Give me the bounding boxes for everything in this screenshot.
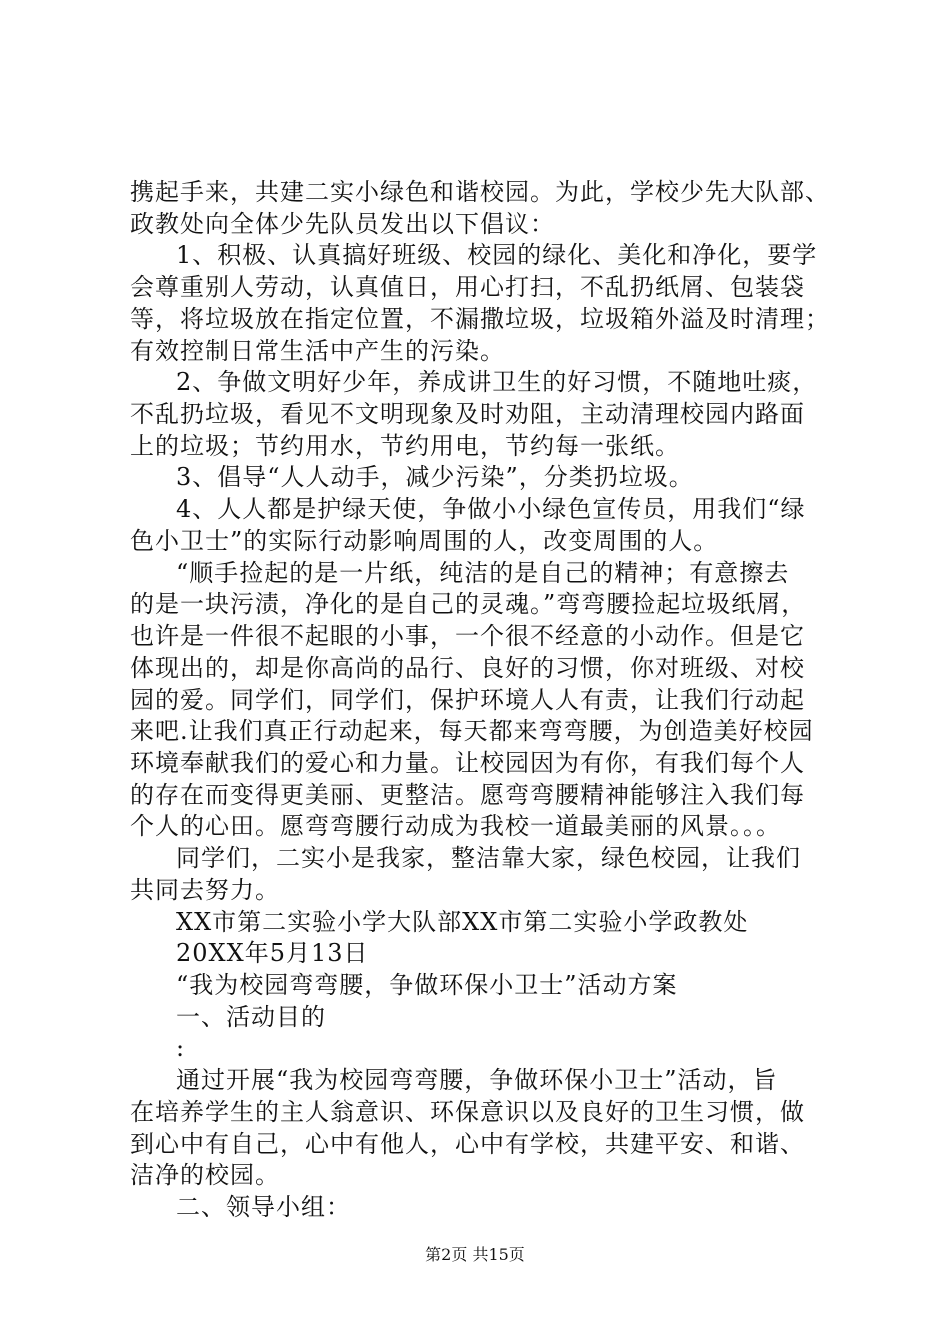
text-line: 有效控制日常生活中产生的污染。 <box>130 337 505 365</box>
text-line: 上的垃圾；节约用水，节约用电，节约每一张纸。 <box>130 432 680 460</box>
text-line: 色小卫士”的实际行动影响周围的人，改变周围的人。 <box>130 527 719 555</box>
text-line: 的存在而变得更美丽、更整洁。愿弯弯腰精神能够注入我们每 <box>130 781 805 809</box>
section-heading: 二、领导小组： <box>176 1193 351 1221</box>
text-line: 的是一块污渍，净化的是自己的灵魂。”弯弯腰捡起垃圾纸屑， <box>130 590 807 618</box>
text-line: 等，将垃圾放在指定位置，不漏撒垃圾，垃圾箱外溢及时清理； <box>130 305 830 333</box>
text-line: 不乱扔垃圾，看见不文明现象及时劝阻，主动清理校园内路面 <box>130 400 805 428</box>
text-line: 到心中有自己，心中有他人，心中有学校，共建平安、和谐、 <box>130 1130 805 1158</box>
section-heading: 一、活动目的 <box>176 1003 326 1031</box>
text-line: 来吧.让我们真正行动起来，每天都来弯弯腰，为创造美好校园 <box>130 717 814 745</box>
text-line: 通过开展“我为校园弯弯腰，争做环保小卫士”活动，旨 <box>176 1066 778 1094</box>
text-line: 园的爱。同学们，同学们，保护环境人人有责，让我们行动起 <box>130 686 805 714</box>
text-line: 环境奉献我们的爱心和力量。让校园因为有你，有我们每个人 <box>130 749 805 777</box>
section-title: “我为校园弯弯腰，争做环保小卫士”活动方案 <box>176 971 678 999</box>
text-line: 同学们，二实小是我家，整洁靠大家，绿色校园，让我们 <box>176 844 801 872</box>
text-line: 1、积极、认真搞好班级、校园的绿化、美化和净化，要学 <box>176 241 818 269</box>
text-line: 洁净的校园。 <box>130 1161 280 1189</box>
text-line: 个人的心田。愿弯弯腰行动成为我校一道最美丽的风景。。。 <box>130 812 781 840</box>
text-line: : <box>176 1034 186 1062</box>
page-footer: 第2页 共15页 <box>425 1245 525 1264</box>
text-line: 共同去努力。 <box>130 876 280 904</box>
text-line: 会尊重别人劳动，认真值日，用心打扫，不乱扔纸屑、包装袋 <box>130 273 805 301</box>
text-line: 政教处向全体少先队员发出以下倡议： <box>130 210 555 238</box>
date-line: 20XX年5月13日 <box>176 939 369 967</box>
text-line: 4、人人都是护绿天使，争做小小绿色宣传员，用我们“绿 <box>176 495 806 523</box>
text-line: 在培养学生的主人翁意识、环保意识以及良好的卫生习惯，做 <box>130 1098 805 1126</box>
text-line: 3、倡导“人人动手，减少污染”，分类扔垃圾。 <box>176 463 694 491</box>
signature-line: XX市第二实验小学大队部XX市第二实验小学政教处 <box>176 908 749 936</box>
text-line: 体现出的，却是你高尚的品行、良好的习惯，你对班级、对校 <box>130 654 805 682</box>
text-line: 携起手来，共建二实小绿色和谐校园。为此，学校少先大队部、 <box>130 178 830 206</box>
text-line: “顺手捡起的是一片纸，纯洁的是自己的精神；有意擦去 <box>176 559 790 587</box>
text-line: 2、争做文明好少年，养成讲卫生的好习惯，不随地吐痰， <box>176 368 818 396</box>
text-line: 也许是一件很不起眼的小事，一个很不经意的小动作。但是它 <box>130 622 805 650</box>
